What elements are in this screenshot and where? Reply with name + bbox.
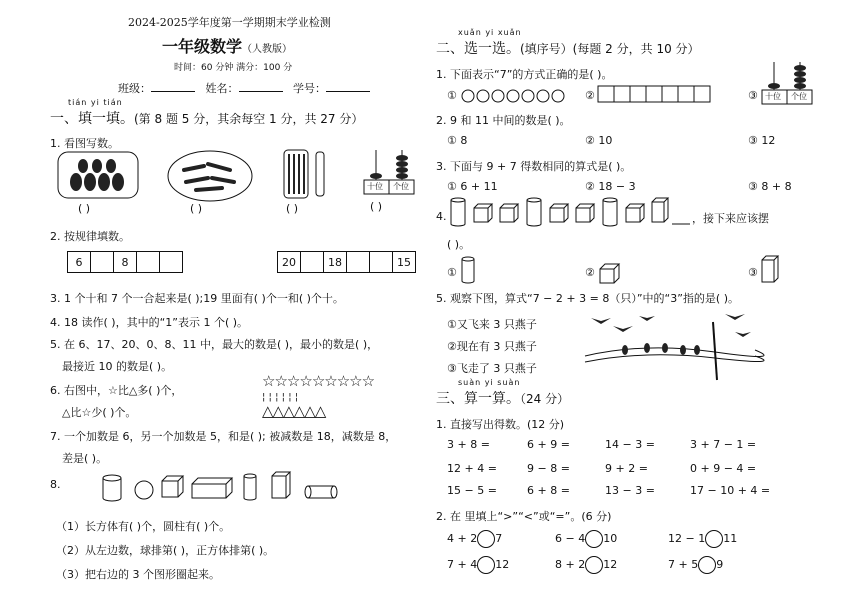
- student-info: 班级： 姓名： 学号：: [118, 80, 370, 96]
- s1-q6a: 6. 右图中，☆比△多( )个，: [50, 384, 183, 397]
- s1-q5a: 5. 在 6、17、20、0、8、11 中，最大的数是( )，最小的数是( )，: [50, 338, 379, 351]
- s2-q1-opt3[interactable]: ③: [748, 89, 758, 102]
- swallows-picture: [585, 312, 755, 380]
- sec1-title: 一、填一填。(第 8 题 5 分，其余每空 1 分，共 27 分）: [50, 111, 364, 127]
- s2-q5-opt2[interactable]: ②现在有 3 只燕子: [447, 340, 537, 353]
- triangle-symbol: △: [262, 402, 273, 420]
- sec2-title: 二、选一选。(填序号）(每题 2 分，共 10 分）: [436, 41, 700, 57]
- cylinder-option: [461, 256, 475, 284]
- calc-item[interactable]: 9 − 8 =: [527, 462, 570, 475]
- calc-item[interactable]: 0 + 9 − 4 =: [690, 462, 757, 475]
- bars-picture: [598, 84, 728, 104]
- abacus-label-tens-2: 十位: [765, 92, 781, 101]
- pears-picture: [460, 82, 570, 104]
- triangle-symbol: △: [304, 402, 315, 420]
- pattern-cell[interactable]: [90, 251, 114, 273]
- calc-item[interactable]: 15 − 5 =: [447, 484, 497, 497]
- s1-q8: 8.: [50, 478, 61, 491]
- star-symbol: ☆: [349, 372, 362, 390]
- s2-q2: 2. 9 和 11 中间的数是( )。: [436, 114, 571, 127]
- s2-q3: 3. 下面与 9 + 7 得数相同的算式是( )。: [436, 160, 632, 173]
- sticks-picture: [284, 150, 334, 200]
- abacus-label-ones-2: 个位: [791, 92, 807, 101]
- sec3-title: 三、算一算。（24 分）: [436, 391, 570, 407]
- s2-q1-opt2[interactable]: ②: [585, 89, 595, 102]
- s1-q7a: 7. 一个加数是 6，另一个加数是 5，和是( ); 被减数是 18，减数是 8，: [50, 430, 397, 443]
- s2-q4-opt1[interactable]: ①: [447, 266, 457, 279]
- s2-q2-opt2[interactable]: ② 10: [585, 134, 613, 147]
- compare-circle[interactable]: [585, 556, 603, 574]
- pineapples-picture: [58, 152, 138, 200]
- calc-item[interactable]: 3 + 8 =: [447, 438, 490, 451]
- s1-q8-3: （3）把右边的 3 个图形圈起来。: [56, 568, 220, 581]
- triangles-row: [262, 402, 325, 420]
- s2-q3-opt3[interactable]: ③ 8 + 8: [748, 180, 792, 193]
- s2-q4b: ，接下来应该摆: [692, 212, 769, 225]
- time-score: 时间：60 分钟 满分：100 分: [174, 63, 293, 73]
- s1-q3: 3. 1 个十和 7 个一合起来是( );19 里面有( )个一和( )个十。: [50, 292, 344, 305]
- star-symbol: ☆: [311, 372, 325, 390]
- s2-q5-opt3[interactable]: ③飞走了 3 只燕子: [447, 362, 537, 375]
- sec2-pinyin: xuǎn yi xuǎn: [458, 28, 522, 37]
- s2-q2-opt1[interactable]: ① 8: [447, 134, 468, 147]
- solids-row: [100, 472, 360, 504]
- pattern-cell[interactable]: [346, 251, 370, 273]
- compare-circle[interactable]: [477, 530, 495, 548]
- stars-row: [262, 372, 374, 390]
- calc-item[interactable]: 9 + 2 =: [605, 462, 648, 475]
- cuboid-option: [762, 256, 780, 284]
- s1-q1-paren-4: ( ): [370, 200, 383, 213]
- star-symbol: ☆: [274, 372, 287, 390]
- star-symbol: ☆: [361, 372, 375, 390]
- s1-q4: 4. 18 读作( )，其中的“1”表示 1 个( )。: [50, 316, 249, 329]
- s2-q1: 1. 下面表示“7”的方式正确的是( )。: [436, 68, 613, 81]
- pattern-cell: 20: [277, 251, 301, 273]
- star-symbol: ☆: [262, 372, 275, 390]
- triangle-connectors: ¦ ¦ ¦ ¦ ¦ ¦: [262, 392, 299, 403]
- triangle-symbol: △: [272, 402, 284, 420]
- s2-q5: 5. 观察下图，算式“7 − 2 + 3 = 8（只）”中的“3”指的是( )。: [436, 292, 739, 305]
- s1-q1-paren-1: ( ): [78, 202, 91, 215]
- sec3-pinyin: suàn yi suàn: [458, 378, 521, 387]
- pattern-cell[interactable]: [300, 251, 324, 273]
- shape-sequence: [450, 196, 690, 228]
- abacus-label-ones-1: 个位: [393, 182, 409, 191]
- s1-q1-paren-3: ( ): [286, 202, 299, 215]
- s1-q7b: 差是( )。: [62, 452, 108, 465]
- pattern-row-2: [278, 251, 416, 273]
- pattern-cell: 8: [113, 251, 137, 273]
- peppers-picture: [168, 150, 252, 202]
- calc-item[interactable]: 6 + 8 =: [527, 484, 570, 497]
- calc-item[interactable]: 14 − 3 =: [605, 438, 655, 451]
- s1-q8-1: （1）长方体有( )个，圆柱有( )个。: [56, 520, 231, 533]
- pattern-cell: 15: [392, 251, 416, 273]
- exam-title: 2024-2025学年度第一学期期末学业检测: [128, 16, 331, 29]
- star-symbol: ☆: [299, 372, 312, 390]
- compare-item: 12 − 1 11: [668, 530, 737, 548]
- s3-q1: 1. 直接写出得数。(12 分): [436, 418, 565, 431]
- s1-q5b: 最接近 10 的数是( )。: [62, 360, 173, 373]
- s2-q3-opt2[interactable]: ② 18 − 3: [585, 180, 636, 193]
- calc-item[interactable]: 12 + 4 =: [447, 462, 497, 475]
- s2-q4-opt3[interactable]: ③: [748, 266, 758, 279]
- calc-item[interactable]: 13 − 3 =: [605, 484, 655, 497]
- abacus-label-tens-1: 十位: [367, 182, 383, 191]
- pattern-cell: 18: [323, 251, 347, 273]
- pattern-cell: 6: [67, 251, 91, 273]
- s1-q2: 2. 按规律填数。: [50, 230, 130, 243]
- triangle-symbol: △: [314, 402, 326, 420]
- s1-q8-2: （2）从左边数，球排第( )，正方体排第( )。: [56, 544, 275, 557]
- calc-item[interactable]: 17 − 10 + 4 =: [690, 484, 771, 497]
- s2-q5-opt1[interactable]: ①又飞来 3 只燕子: [447, 318, 537, 331]
- s2-q1-opt1[interactable]: ①: [447, 89, 457, 102]
- s1-q1: 1. 看图写数。: [50, 137, 119, 150]
- compare-item: 4 + 2 7: [447, 530, 502, 548]
- compare-item: 8 + 2 12: [555, 556, 617, 574]
- s2-q4-opt2[interactable]: ②: [585, 266, 595, 279]
- s1-q1-paren-2: ( ): [190, 202, 203, 215]
- triangle-symbol: △: [293, 402, 305, 420]
- s2-q4a: 4.: [436, 210, 447, 223]
- pattern-row-1: [68, 251, 183, 273]
- compare-item: 7 + 5 9: [668, 556, 723, 574]
- s3-q2: 2. 在 里填上“>”“<”或“=”。(6 分): [436, 510, 612, 523]
- s1-q6b: △比☆少( )个。: [62, 406, 137, 419]
- sec1-pinyin: tián yi tián: [68, 98, 123, 107]
- star-symbol: ☆: [324, 372, 337, 390]
- star-symbol: ☆: [286, 372, 300, 390]
- compare-circle[interactable]: [585, 530, 603, 548]
- compare-circle[interactable]: [698, 556, 716, 574]
- pattern-cell[interactable]: [369, 251, 393, 273]
- s2-q4c: ( )。: [447, 238, 471, 251]
- triangle-symbol: △: [283, 402, 294, 420]
- pattern-cell[interactable]: [159, 251, 183, 273]
- s2-q2-opt3[interactable]: ③ 12: [748, 134, 776, 147]
- compare-circle[interactable]: [705, 530, 723, 548]
- calc-item[interactable]: 6 + 9 =: [527, 438, 570, 451]
- compare-item: 6 − 4 10: [555, 530, 617, 548]
- s2-q3-opt1[interactable]: ① 6 + 11: [447, 180, 498, 193]
- star-symbol: ☆: [336, 372, 350, 390]
- cube-option: [600, 264, 620, 284]
- pattern-cell[interactable]: [136, 251, 160, 273]
- compare-item: 7 + 4 12: [447, 556, 509, 574]
- subject-title: 一年级数学（人教版）: [162, 37, 293, 56]
- compare-circle[interactable]: [477, 556, 495, 574]
- calc-item[interactable]: 3 + 7 − 1 =: [690, 438, 757, 451]
